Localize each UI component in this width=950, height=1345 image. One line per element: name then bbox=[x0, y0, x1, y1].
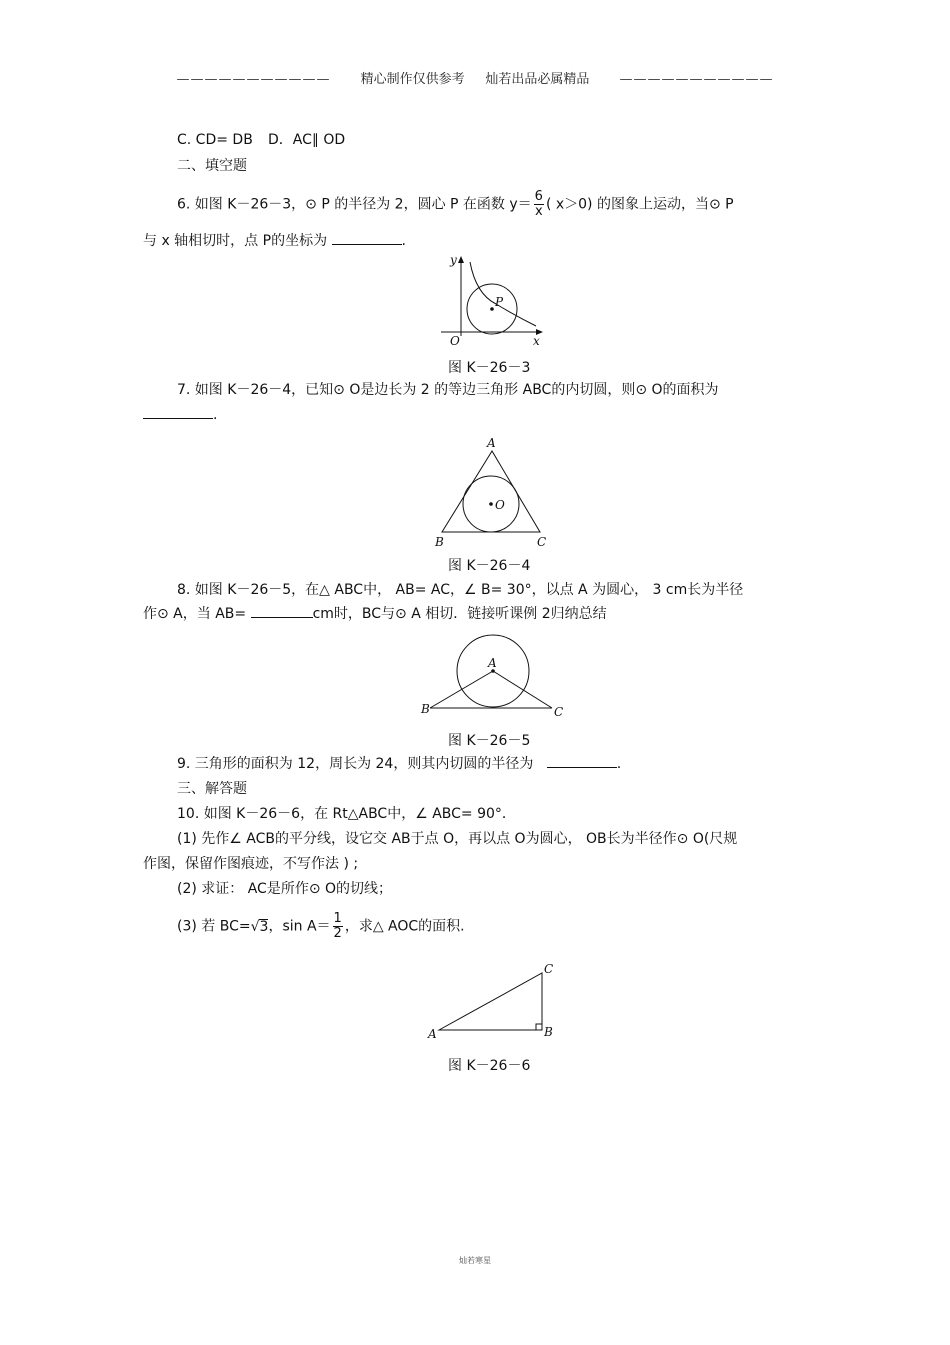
header-center bbox=[361, 72, 594, 87]
question-10-part-3 bbox=[177, 912, 465, 941]
fig3-label-o: O bbox=[450, 334, 460, 348]
q6-end: . bbox=[401, 233, 406, 249]
fig3-label-x: x bbox=[533, 334, 540, 348]
fig4-label-a: A bbox=[487, 436, 496, 450]
figure-k-26-3 bbox=[436, 254, 546, 349]
q7-answer-blank bbox=[143, 406, 213, 419]
fig6-right-angle-mark bbox=[536, 1024, 542, 1030]
fig4-label-b: B bbox=[435, 535, 444, 549]
q6-text-b: ( x＞0) 的图象上运动，当⊙ P bbox=[545, 196, 734, 213]
fig3-label-y: y bbox=[450, 253, 457, 267]
page-header bbox=[0, 68, 950, 87]
fig5-side-ab bbox=[430, 671, 493, 708]
q10-3-sqrt-value: 3 bbox=[259, 918, 269, 935]
q10-3-text-a: (3) 若 BC= bbox=[177, 918, 251, 935]
fig5-label-a: A bbox=[488, 656, 497, 670]
fig4-label-c: C bbox=[537, 535, 547, 549]
q9-answer-blank bbox=[547, 755, 617, 768]
figure-k-26-5 bbox=[418, 633, 568, 723]
fig6-label-a: A bbox=[428, 1027, 437, 1041]
header-right-dashes: ——————————— bbox=[619, 72, 774, 87]
question-9 bbox=[177, 754, 621, 774]
q6-answer-blank bbox=[332, 232, 402, 245]
fig3-center-point bbox=[490, 307, 494, 311]
question-8-line-2 bbox=[143, 604, 607, 624]
fig3-y-arrow bbox=[458, 256, 464, 263]
fig6-label-b: B bbox=[544, 1025, 553, 1039]
fig6-label-c: C bbox=[544, 962, 554, 976]
question-7-line-2 bbox=[143, 405, 217, 425]
question-10-part-1-line-1: (1) 先作∠ ACB的平分线，设它交 AB于点 O，再以点 O为圆心， OB长为半径作⊙ O(尺规 bbox=[177, 831, 738, 847]
fig5-label-c: C bbox=[554, 705, 564, 719]
fig3-caption: 图 K－26－3 bbox=[448, 360, 531, 376]
figure-k-26-6 bbox=[425, 960, 560, 1040]
question-8-line-1: 8. 如图 K－26－5，在△ ABC中， AB= AC，∠ B= 30°，以点 A 为圆心， 3 cm长为半径 bbox=[177, 582, 744, 598]
question-10: 10. 如图 K－26－6，在 Rt△ABC中，∠ ABC= 90°． bbox=[177, 806, 516, 822]
option-c: C. CD= DB bbox=[177, 132, 253, 148]
q6-fraction bbox=[534, 190, 544, 219]
q10-3-text-c: ，求△ AOC的面积. bbox=[344, 918, 465, 935]
question-7-line-1: 7. 如图 K－26－4，已知⊙ O是边长为 2 的等边三角形 ABC的内切圆，则⊙ O的面积为 bbox=[177, 382, 719, 398]
q8-answer-blank bbox=[251, 605, 313, 618]
q6-frac-num: 6 bbox=[534, 189, 543, 204]
header-center-right: 灿若出品必属精品 bbox=[485, 72, 590, 87]
q10-3-sqrt: √3 bbox=[250, 918, 269, 935]
fig6-caption: 图 K－26－6 bbox=[448, 1058, 531, 1074]
q10-3-fraction bbox=[333, 912, 343, 941]
fig4-caption: 图 K－26－4 bbox=[448, 558, 531, 574]
fig3-curve bbox=[470, 262, 536, 326]
fig3-label-p: P bbox=[495, 295, 504, 309]
fig4-center-point bbox=[489, 502, 493, 506]
fig4-triangle bbox=[442, 451, 540, 532]
q10-3-frac-num: 1 bbox=[333, 911, 342, 926]
header-left-dashes: ——————————— bbox=[176, 72, 331, 87]
q9-end: . bbox=[616, 756, 622, 772]
q6-text-a: 6. 如图 K－26－3，⊙ P 的半径为 2，圆心 P 在函数 y＝ bbox=[177, 196, 532, 213]
option-d: D．AC∥ OD bbox=[268, 132, 346, 148]
fig5-caption: 图 K－26－5 bbox=[448, 733, 531, 749]
q7-end: . bbox=[213, 407, 218, 423]
figure-k-26-4 bbox=[430, 436, 550, 551]
q8-text-b2: cm时，BC与⊙ A 相切．链接听课例 2归纳总结 bbox=[312, 606, 607, 622]
question-10-part-1-line-2: 作图，保留作图痕迹，不写作法 ) ; bbox=[143, 856, 359, 872]
q9-text: 9. 三角形的面积为 12，周长为 24，则其内切圆的半径为 bbox=[177, 756, 534, 772]
fig6-triangle bbox=[439, 973, 542, 1030]
header-center-left: 精心制作仅供参考 bbox=[360, 72, 465, 87]
question-10-part-2: (2) 求证： AC是所作⊙ O的切线； bbox=[177, 881, 393, 897]
q6-text-c: 与 x 轴相切时，点 P的坐标为 bbox=[143, 233, 328, 249]
q6-frac-den: x bbox=[534, 204, 543, 219]
section-fill-in-title: 二、填空题 bbox=[177, 158, 247, 174]
q10-3-text-b: ，sin A＝ bbox=[268, 918, 331, 935]
q10-3-frac-den: 2 bbox=[333, 926, 342, 941]
question-6-line-2 bbox=[143, 231, 406, 251]
fig5-side-ac bbox=[493, 671, 552, 708]
page-footer: 灿若寒星 bbox=[459, 1256, 491, 1265]
fig5-label-b: B bbox=[421, 702, 430, 716]
q8-text-b1: 作⊙ A，当 AB= bbox=[143, 606, 247, 622]
section-answer-title: 三、解答题 bbox=[177, 781, 247, 797]
question-6-line-1 bbox=[177, 190, 734, 219]
fig4-label-o: O bbox=[495, 498, 505, 512]
